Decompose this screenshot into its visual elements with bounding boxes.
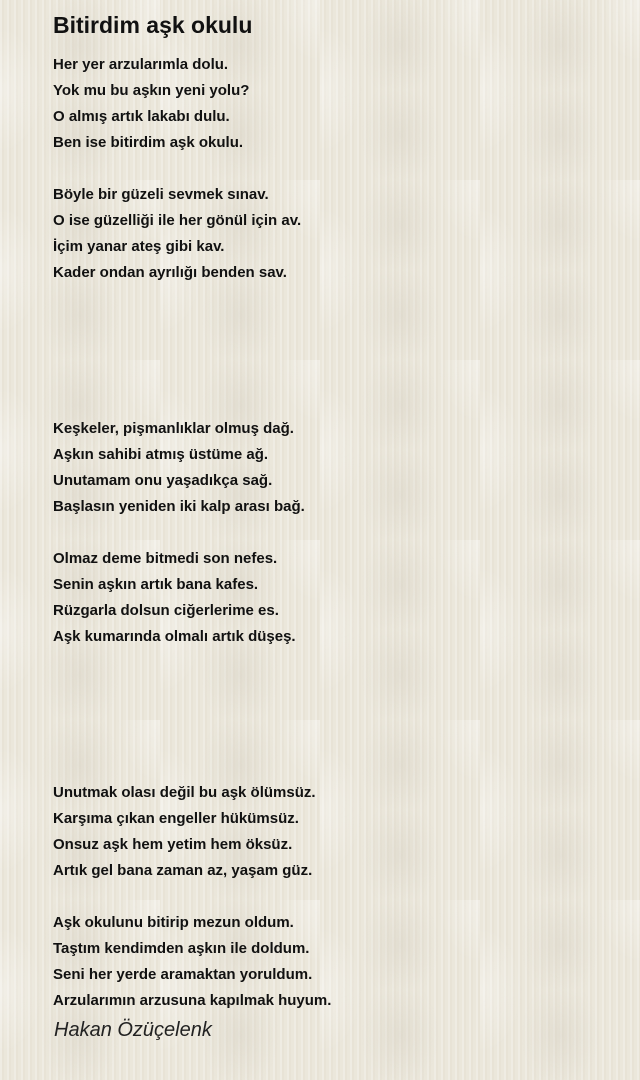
poem-line: İçim yanar ateş gibi kav. [53, 238, 225, 255]
stanza-gap [53, 520, 613, 546]
poem-line: Unutamam onu yaşadıkça sağ. [53, 472, 273, 489]
poem-line: Rüzgarla dolsun ciğerlerime es. [53, 602, 279, 619]
poem-line: Aşk okulunu bitirip mezun oldum. [53, 914, 294, 931]
poem-line: Karşıma çıkan engeller hükümsüz. [53, 810, 299, 827]
poem-line: Onsuz aşk hem yetim hem öksüz. [53, 836, 293, 853]
section-gap [53, 650, 613, 780]
poem-line: Böyle bir güzeli sevmek sınav. [53, 186, 269, 203]
poem-line: Aşkın sahibi atmış üstüme ağ. [53, 446, 269, 463]
stanza-1 [53, 52, 613, 156]
poem-line: O almış artık lakabı dulu. [53, 108, 230, 125]
section-gap [53, 286, 613, 416]
stanza-3 [53, 416, 613, 520]
poem-body [53, 52, 613, 1014]
poem-line: Seni her yerde aramaktan yoruldum. [53, 966, 313, 983]
poem-line: Ben ise bitirdim aşk okulu. [53, 134, 244, 151]
stanza-gap [53, 884, 613, 910]
stanza-gap [53, 156, 613, 182]
stanza-4 [53, 546, 613, 650]
poem-line: Artık gel bana zaman az, yaşam güz. [53, 862, 313, 879]
poem-line: Kader ondan ayrılığı benden sav. [53, 264, 287, 281]
poem-title: Bitirdim aşk okulu [53, 12, 253, 38]
stanza-2 [53, 182, 613, 286]
poem-line: Keşkeler, pişmanlıklar olmuş dağ. [53, 420, 294, 437]
poem-line: Arzularımın arzusuna kapılmak huyum. [53, 992, 332, 1009]
poem-line: Senin aşkın artık bana kafes. [53, 576, 259, 593]
poem-line: Taştım kendimden aşkın ile doldum. [53, 940, 310, 957]
poem-line: Yok mu bu aşkın yeni yolu? [53, 82, 250, 99]
poem-line: Her yer arzularımla dolu. [53, 56, 229, 73]
poem-line: Olmaz deme bitmedi son nefes. [53, 550, 278, 567]
poem-line: Unutmak olası değil bu aşk ölümsüz. [53, 784, 316, 801]
poem-line: Aşk kumarında olmalı artık düşeş. [53, 628, 296, 645]
stanza-5 [53, 780, 613, 884]
poem-line: O ise güzelliği ile her gönül için av. [53, 212, 302, 229]
poem-line: Başlasın yeniden iki kalp arası bağ. [53, 498, 305, 515]
poem-author: Hakan Özüçelenk [54, 1019, 212, 1041]
stanza-6 [53, 910, 613, 1014]
